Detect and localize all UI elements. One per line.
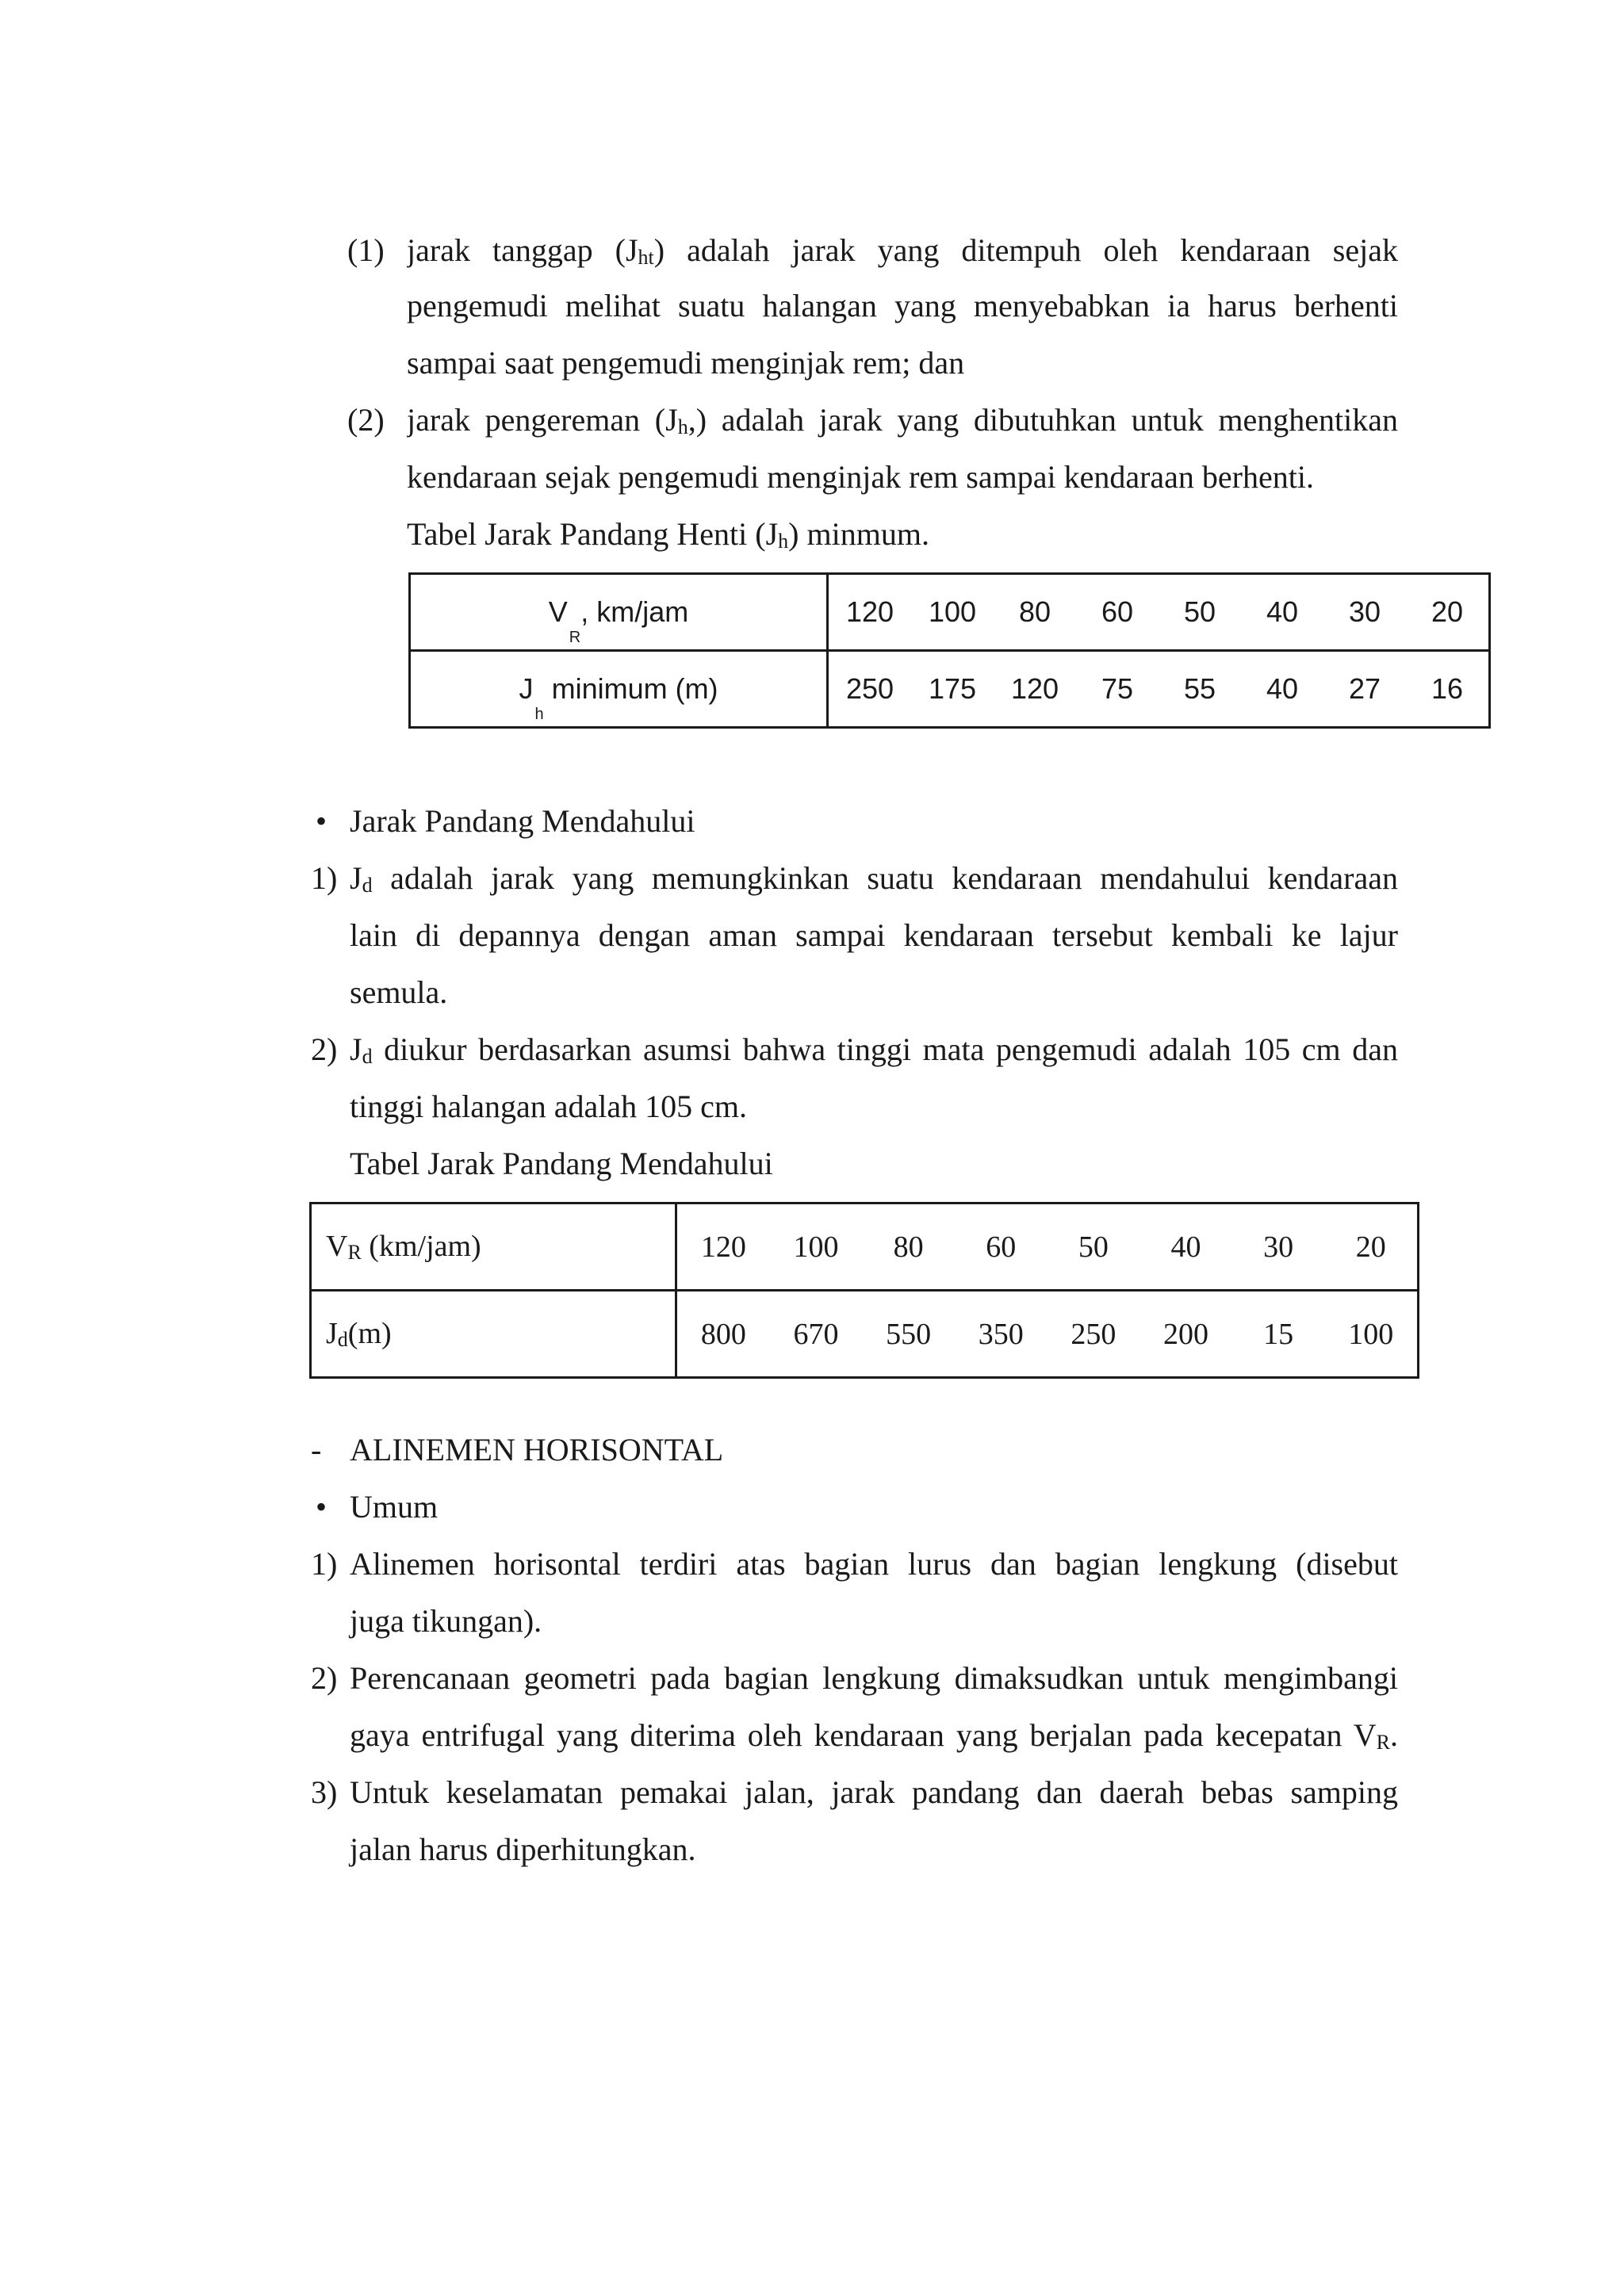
list-marker-2: (2): [347, 402, 385, 438]
item2-line2: kendaraan sejak pengemudi menginjak rem sampai kendaraan berhenti.: [407, 459, 1314, 495]
table-cell: 30: [1263, 1230, 1294, 1264]
section-heading: ALINEMEN HORISONTAL: [350, 1432, 724, 1468]
table1-caption: Tabel Jarak Pandang Henti (Jh) minmum.: [407, 516, 929, 553]
table-cell: 100: [928, 595, 977, 628]
list-marker-1: (1): [347, 232, 385, 268]
list-marker-2: 2): [311, 1660, 338, 1696]
para2-line2: gaya entrifugal yang diterima oleh kendaraan yang berjalan pada kecepatan VR.: [350, 1717, 1398, 1754]
table-cell: 40: [1170, 1230, 1201, 1264]
table-row: [311, 1291, 1419, 1378]
dash-marker: -: [311, 1432, 322, 1468]
table-cell: 250: [845, 672, 894, 705]
bullet-icon: •: [316, 1489, 327, 1525]
para3-line2: jalan harus diperhitungkan.: [350, 1831, 696, 1867]
para1-line3: semula.: [350, 974, 448, 1010]
table-cell: 120: [1010, 672, 1059, 705]
list-marker-1: 1): [311, 1546, 338, 1582]
table-row-header: VR (km/jam): [311, 1203, 676, 1291]
table-cell: 550: [886, 1317, 932, 1351]
passing-distance-table: [309, 1202, 1419, 1379]
table-cell: 27: [1348, 672, 1381, 705]
table-cell: 16: [1431, 672, 1464, 705]
table-cell: 670: [793, 1317, 839, 1351]
table-cell: 80: [893, 1230, 924, 1264]
para1-line2: juga tikungan).: [350, 1603, 542, 1639]
table2-speed-values: [677, 1204, 1417, 1289]
list-marker-2: 2): [311, 1031, 338, 1067]
item1-line2: pengemudi melihat suatu halangan yang menyebabkan ia harus berhenti: [407, 288, 1398, 323]
bullet-icon: •: [316, 803, 327, 839]
para3-line1: Untuk keselamatan pemakai jalan, jarak pandang dan daerah bebas samping: [350, 1774, 1398, 1810]
table-cell: 55: [1183, 672, 1216, 705]
table-cell: 800: [700, 1317, 746, 1351]
table1-distance-values: [829, 652, 1488, 726]
table-cell: 50: [1183, 595, 1216, 628]
table-row: [410, 574, 1490, 651]
item1-line1: jarak tanggap (Jht) adalah jarak yang ditempuh oleh kendaraan sejak: [407, 232, 1398, 269]
section-heading: Jarak Pandang Mendahului: [350, 803, 695, 839]
item1-line3: sampai saat pengemudi menginjak rem; dan: [407, 345, 965, 381]
table-cell: 100: [793, 1230, 839, 1264]
table-cell: 120: [845, 595, 894, 628]
list-marker-3: 3): [311, 1774, 338, 1810]
table-cell: 250: [1071, 1317, 1116, 1351]
table2-distance-values: [677, 1292, 1417, 1376]
table-cell: 80: [1018, 595, 1051, 628]
table-row-header: Jd(m): [311, 1291, 676, 1378]
table-row-header: $V_R$, km/jam: [410, 574, 828, 651]
table-cell: 40: [1266, 672, 1299, 705]
table-cell: 200: [1162, 1317, 1208, 1351]
table-cell: 100: [1348, 1317, 1394, 1351]
para2-line2: tinggi halangan adalah 105 cm.: [350, 1089, 747, 1124]
table-cell: 60: [1101, 595, 1134, 628]
para1-line2: lain di depannya dengan aman sampai kendaraan tersebut kembali ke lajur: [350, 917, 1398, 953]
table-cell: 120: [700, 1230, 746, 1264]
table-row: [410, 651, 1490, 728]
table-cell: 175: [928, 672, 977, 705]
para2-line1: Jd diukur berdasarkan asumsi bahwa tinggi mata pengemudi adalah 105 cm dan: [350, 1031, 1398, 1068]
table-cell: 15: [1263, 1317, 1294, 1351]
table-cell: 350: [978, 1317, 1024, 1351]
table-cell: 50: [1078, 1230, 1109, 1264]
table1-speed-values: [829, 575, 1488, 649]
table-cell: 60: [986, 1230, 1017, 1264]
table-cell: 20: [1355, 1230, 1386, 1264]
table-row-header: $J_h$ minimum (m): [410, 651, 828, 728]
table-row: [311, 1203, 1419, 1291]
subsection-heading: Umum: [350, 1489, 439, 1525]
table-cell: 75: [1101, 672, 1134, 705]
para1-line1: Jd adalah jarak yang memungkinkan suatu kendaraan mendahului kendaraan: [350, 860, 1398, 897]
table-cell: 20: [1431, 595, 1464, 628]
table2-caption: Tabel Jarak Pandang Mendahului: [350, 1146, 773, 1181]
list-marker-1: 1): [311, 860, 338, 896]
para1-line1: Alinemen horisontal terdiri atas bagian lurus dan bagian lengkung (disebut: [350, 1546, 1398, 1582]
table-cell: 30: [1348, 595, 1381, 628]
para2-line1: Perencanaan geometri pada bagian lengkung dimaksudkan untuk mengimbangi: [350, 1660, 1398, 1696]
table-cell: 40: [1266, 595, 1299, 628]
item2-line1: jarak pengereman (Jh,) adalah jarak yang dibutuhkan untuk menghentikan: [407, 402, 1398, 438]
stopping-distance-table: [408, 572, 1491, 729]
